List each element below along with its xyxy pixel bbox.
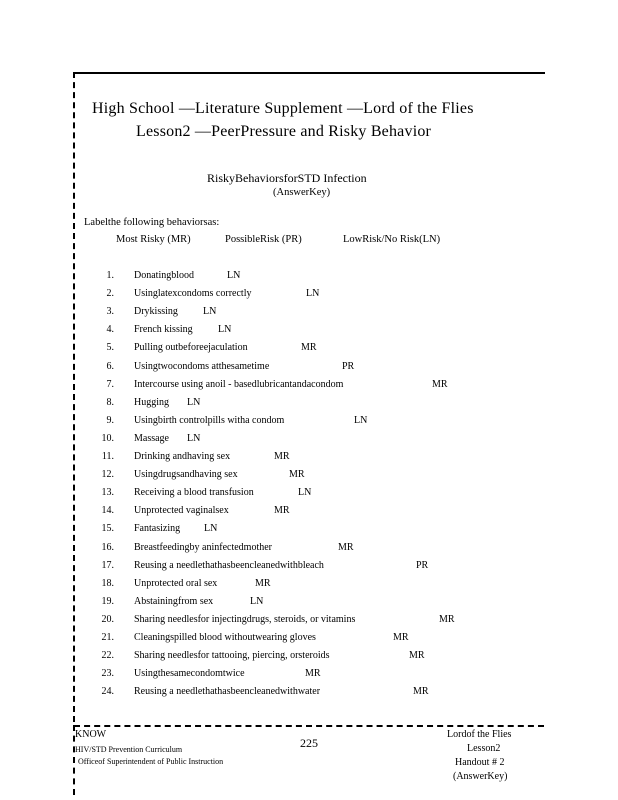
- item-number: 10.: [101, 432, 114, 444]
- item-text: Usingtwocondoms atthesametime: [134, 360, 270, 372]
- item-number: 9.: [106, 414, 114, 426]
- item-risk-label: LN: [204, 523, 218, 535]
- item-text: Drinking andhaving sex: [134, 451, 231, 462]
- item-risk-label: MR: [305, 668, 321, 680]
- item-text: Unprotected vaginalsex: [134, 505, 229, 517]
- item-number: 7.: [106, 378, 114, 390]
- item-number: 15.: [101, 523, 114, 535]
- item-number: 11.: [101, 451, 114, 462]
- item-risk-label: MR: [289, 469, 305, 481]
- item-number: 21.: [101, 632, 114, 643]
- item-text: Usingdrugsandhaving sex: [134, 469, 238, 481]
- item-text: Sharing needlesfor injectingdrugs, steroids, or vitamins: [134, 613, 356, 625]
- list-item: [94, 361, 514, 375]
- item-risk-label: MR: [301, 342, 317, 354]
- footer-answer-key: (AnswerKey): [453, 771, 508, 782]
- item-risk-label: MR: [274, 505, 290, 517]
- item-number: 12.: [101, 469, 114, 481]
- item-risk-label: MR: [413, 686, 429, 698]
- item-text: Usingthesamecondomtwice: [134, 668, 245, 680]
- page-title: High School —Literature Supplement —Lord of the Flies: [92, 100, 474, 117]
- top-rule: [74, 72, 545, 74]
- item-risk-label: LN: [187, 396, 201, 408]
- item-number: 23.: [101, 668, 114, 680]
- item-risk-label: MR: [409, 650, 425, 662]
- list-item: [94, 270, 514, 284]
- instructions-label: Labelthe following behaviorsas:: [84, 217, 220, 228]
- item-risk-label: MR: [338, 541, 354, 553]
- list-item: [94, 487, 514, 501]
- list-item: [94, 324, 514, 338]
- item-text: Hugging: [134, 396, 169, 408]
- item-risk-label: LN: [203, 306, 217, 318]
- footer-know: KNOW: [75, 729, 107, 740]
- item-text: Receiving a blood transfusion: [134, 487, 254, 499]
- list-item: [94, 379, 514, 393]
- item-number: 24.: [101, 686, 114, 698]
- item-number: 22.: [101, 650, 114, 662]
- item-text: Fantasizing: [134, 523, 181, 535]
- list-item: [94, 505, 514, 519]
- item-number: 20.: [101, 613, 114, 625]
- item-risk-label: MR: [255, 577, 271, 589]
- item-risk-label: LN: [298, 487, 312, 499]
- item-text: Usinglatexcondoms correctly: [134, 288, 252, 300]
- list-item: [94, 614, 514, 628]
- item-number: 4.: [106, 324, 114, 336]
- item-risk-label: PR: [342, 360, 355, 372]
- footer-book-title: Lordof the Flies: [447, 729, 512, 740]
- item-number: 19.: [101, 595, 114, 607]
- list-item: [94, 397, 514, 411]
- legend-most-risky: Most Risky (MR): [116, 234, 191, 245]
- list-item: [94, 668, 514, 682]
- item-text: French kissing: [134, 324, 193, 336]
- list-item: [94, 342, 514, 356]
- item-text: Pulling outbeforeejaculation: [134, 342, 248, 354]
- item-text: Massage: [134, 432, 169, 444]
- item-number: 3.: [106, 306, 114, 318]
- item-number: 13.: [101, 487, 114, 499]
- item-risk-label: LN: [187, 432, 201, 444]
- list-item: [94, 650, 514, 664]
- item-risk-label: MR: [274, 451, 290, 462]
- item-text: Abstainingfrom sex: [134, 595, 214, 607]
- section-subtitle: (AnswerKey): [273, 187, 331, 198]
- item-text: Usingbirth controlpills witha condom: [134, 414, 285, 426]
- item-risk-label: LN: [218, 324, 232, 336]
- left-rule: [73, 72, 75, 722]
- item-number: 5.: [106, 342, 114, 354]
- list-item: [94, 686, 514, 700]
- list-item: [94, 523, 514, 537]
- item-risk-label: LN: [250, 595, 264, 607]
- item-number: 8.: [106, 396, 114, 408]
- item-risk-label: LN: [354, 414, 368, 426]
- item-number: 18.: [101, 577, 114, 589]
- item-number: 6.: [106, 360, 114, 372]
- list-item: [94, 306, 514, 320]
- item-text: Reusing a needlethathasbeencleanedwithbleach: [134, 559, 324, 571]
- item-text: Donatingblood: [134, 270, 194, 281]
- list-item: [94, 560, 514, 574]
- item-text: Breastfeedingby aninfectedmother: [134, 541, 272, 553]
- list-item: [94, 632, 514, 646]
- item-text: Sharing needlesfor tattooing, piercing, orsteroids: [134, 650, 330, 662]
- item-risk-label: MR: [432, 378, 448, 390]
- item-text: Reusing a needlethathasbeencleanedwithwater: [134, 686, 321, 698]
- list-item: [94, 469, 514, 483]
- item-number: 17.: [101, 559, 114, 571]
- footer-office: Officeof Superintendent of Public Instruction: [78, 757, 224, 766]
- list-item: [94, 451, 514, 465]
- item-risk-label: MR: [393, 632, 409, 643]
- item-number: 1.: [106, 270, 114, 281]
- footer-handout: Handout # 2: [455, 757, 505, 768]
- item-risk-label: LN: [306, 288, 320, 300]
- lesson-title: Lesson2 —PeerPressure and Risky Behavior: [136, 123, 432, 140]
- legend-low-risk: LowRisk/No Risk(LN): [343, 234, 441, 245]
- item-number: 14.: [101, 505, 114, 517]
- list-item: [94, 596, 514, 610]
- item-text: Intercourse using anoil - basedlubricantandacondom: [134, 378, 344, 390]
- item-risk-label: MR: [439, 613, 455, 625]
- item-risk-label: LN: [227, 270, 241, 281]
- footer-lesson: Lesson2: [467, 743, 501, 754]
- legend-possible-risk: PossibleRisk (PR): [225, 234, 302, 245]
- list-item: [94, 578, 514, 592]
- list-item: [94, 542, 514, 556]
- item-text: Unprotected oral sex: [134, 577, 218, 589]
- item-risk-label: PR: [416, 559, 429, 571]
- bottom-rule: [74, 725, 544, 727]
- item-text: Drykissing: [134, 306, 178, 318]
- list-item: [94, 433, 514, 447]
- footer-curriculum: HIV/STD Prevention Curriculum: [75, 745, 183, 754]
- item-text: Cleaningspilled blood withoutwearing gloves: [134, 632, 316, 643]
- section-title: RiskyBehaviorsforSTD Infection: [207, 171, 367, 185]
- list-item: [94, 415, 514, 429]
- item-number: 2.: [106, 288, 114, 300]
- list-item: [94, 288, 514, 302]
- page-number: 225: [300, 736, 318, 750]
- item-number: 16.: [101, 541, 114, 553]
